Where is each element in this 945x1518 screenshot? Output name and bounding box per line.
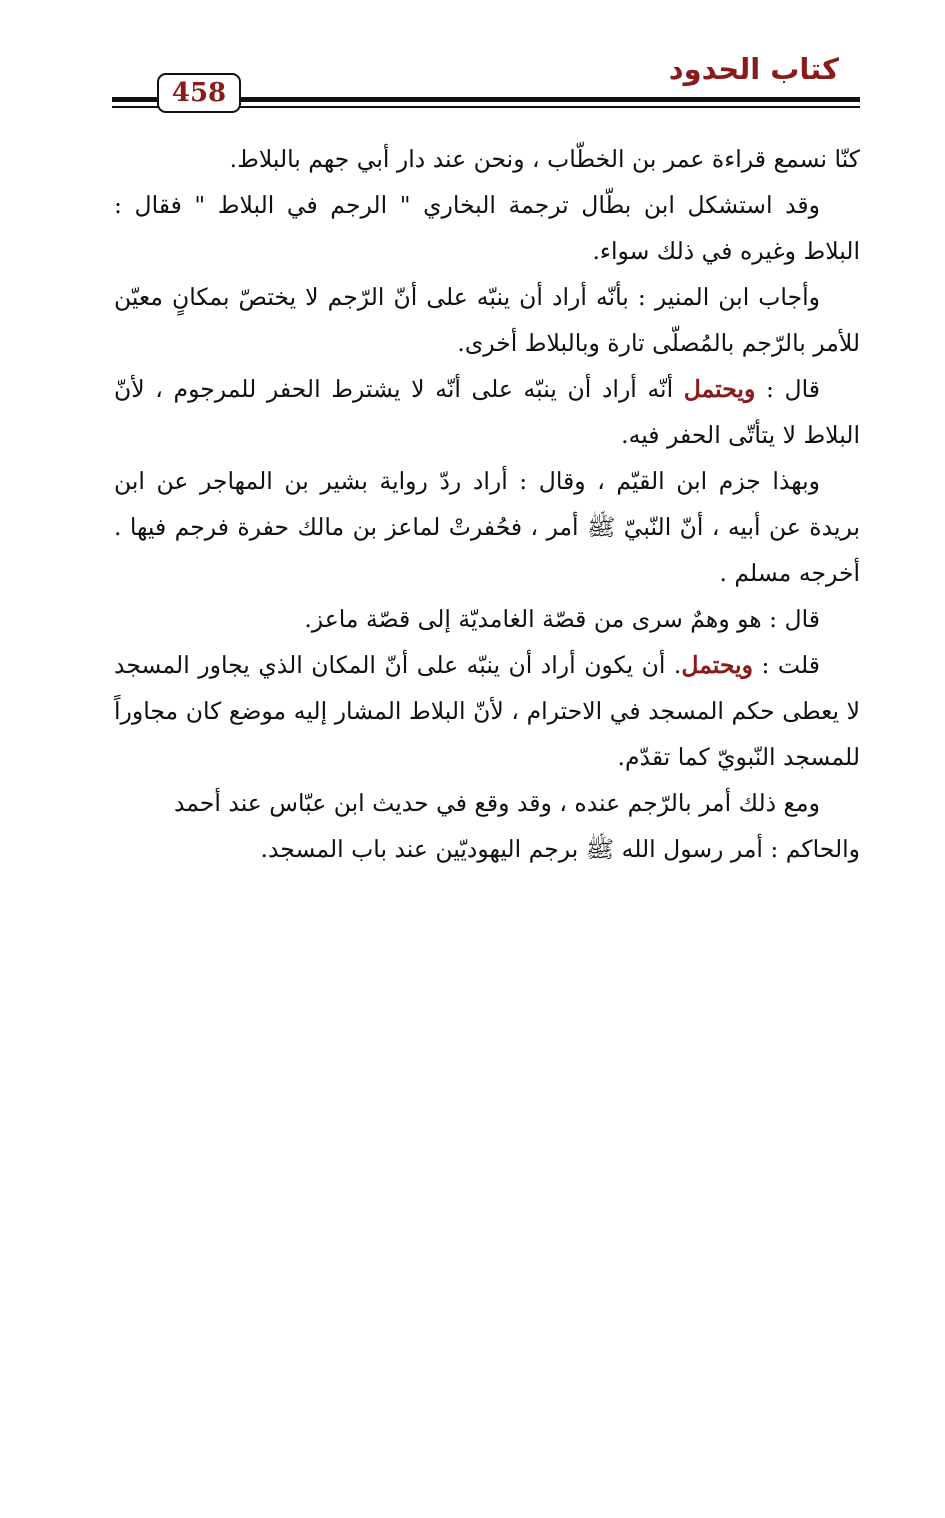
chapter-title: كتاب الحدود bbox=[668, 52, 839, 86]
paragraph bbox=[114, 642, 860, 780]
paragraph: وأجاب ابن المنير : بأنّه أراد أن ينبّه على أنّ الرّجم لا يختصّ بمكانٍ معيّن للأمر بالرّجم بالمُصلّى تارة وبالبلاط أخرى. bbox=[114, 283, 860, 357]
paragraph-lead: قال : bbox=[755, 375, 820, 403]
paragraph: قال : هو وهمٌ سرى من قصّة الغامديّة إلى قصّة ماعز. bbox=[304, 605, 820, 633]
body-text bbox=[114, 136, 860, 872]
paragraph: وقد استشكل ابن بطّال ترجمة البخاري " الرجم في البلاط " فقال : البلاط وغيره في ذلك سواء. bbox=[114, 191, 860, 265]
page-number: 458 bbox=[157, 73, 241, 113]
paragraph bbox=[114, 366, 860, 458]
paragraph-rest: . أن يكون أراد أن ينبّه على أنّ المكان الذي يجاور المسجد لا يعطى حكم المسجد في الاحترام ، لأنّ البلاط المشار إليه موضع كان مجاوراً للمسجد النّبويّ كما تقدّم. bbox=[114, 651, 860, 771]
highlighted-term: ويحتمل bbox=[681, 651, 753, 679]
paragraph: كنّا نسمع قراءة عمر بن الخطّاب ، ونحن عند دار أبي جهم بالبلاط. bbox=[229, 145, 860, 173]
paragraph: ومع ذلك أمر بالرّجم عنده ، وقد وقع في حديث ابن عبّاس عند أحمد والحاكم : أمر رسول الله ﷺ برجم اليهوديّين عند باب المسجد. bbox=[173, 789, 860, 863]
highlighted-term: ويحتمل bbox=[683, 375, 756, 403]
paragraph-rest: أنّه أراد أن ينبّه على أنّه لا يشترط الحفر للمرجوم ، لأنّ البلاط لا يتأتّى الحفر فيه. bbox=[114, 375, 860, 449]
paragraph: وبهذا جزم ابن القيّم ، وقال : أراد ردّ رواية بشير بن المهاجر عن ابن بريدة عن أبيه ، أنّ النّبيّ ﷺ أمر ، فحُفرتْ لماعز بن مالك حفرة فرجم فيها . أخرجه مسلم . bbox=[114, 467, 860, 587]
paragraph-lead: قلت : bbox=[752, 651, 820, 679]
